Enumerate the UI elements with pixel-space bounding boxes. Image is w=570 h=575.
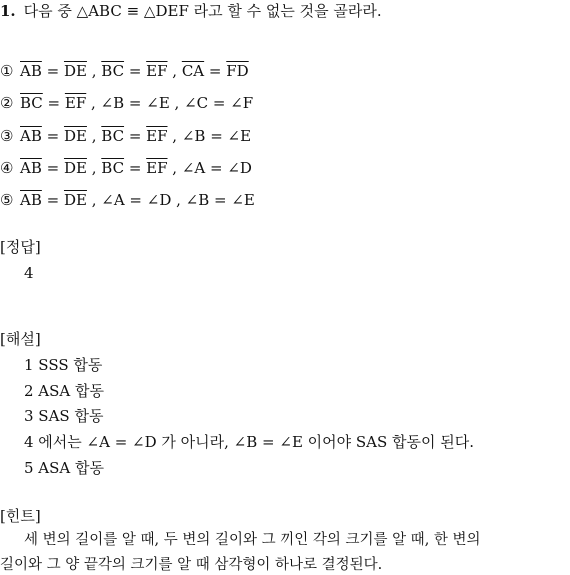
choice-item	[0, 93, 253, 113]
choice-text: =	[124, 159, 147, 177]
choice-text: ,	[167, 62, 182, 80]
hint-line-2: 길이와 그 양 끝각의 크기를 알 때 삼각형이 하나로 결정된다.	[0, 557, 383, 573]
segment-label: $\overline{DE}$	[63, 62, 87, 80]
segment-label: $\overline{DE}$	[63, 127, 87, 145]
choice-item	[0, 158, 252, 178]
choice-text: ,	[86, 127, 102, 145]
segment-label: $\overline{AB}$	[20, 127, 42, 145]
choice-text: =	[41, 159, 64, 177]
choice-text: =	[42, 94, 65, 112]
choice-text: =	[124, 62, 147, 80]
choice-text: ,	[86, 62, 102, 80]
choice-text: ∠B = ∠E , ∠C = ∠F	[100, 94, 254, 112]
choice-text: ∠A = ∠D	[181, 159, 252, 177]
choice-marker: ④	[0, 159, 14, 177]
choice-item	[0, 61, 249, 81]
segment-label: $\overline{BC}$	[101, 159, 125, 177]
choice-marker: ②	[0, 94, 14, 112]
segment-label: $\overline{EF}$	[146, 127, 168, 145]
explanation-line-5: 5 ASA 합동	[24, 459, 105, 477]
choice-text: =	[204, 62, 227, 80]
choice-text: =	[41, 127, 64, 145]
explanation-line-4: 4 에서는 ∠A = ∠D 가 아니라, ∠B = ∠E 이어야 SAS 합동이 된다.	[24, 433, 475, 451]
choice-text: ,	[86, 191, 102, 209]
choice-text: ∠B = ∠E	[181, 127, 252, 145]
answer-heading: [정답]	[0, 238, 41, 256]
explanation-line-3: 3 SAS 합동	[24, 407, 104, 425]
segment-label: $\overline{DE}$	[63, 159, 87, 177]
segment-label: $\overline{FD}$	[226, 62, 249, 80]
segment-label: $\overline{BC}$	[101, 62, 125, 80]
segment-label: $\overline{EF}$	[146, 159, 168, 177]
question-number: 1.	[0, 2, 16, 20]
segment-label: $\overline{AB}$	[20, 159, 42, 177]
question-text: 다음 중 △ABC ≡ △DEF 라고 할 수 없는 것을 골라라.	[23, 2, 382, 20]
choice-item	[0, 126, 251, 146]
choice-item	[0, 190, 255, 210]
segment-label: $\overline{EF}$	[64, 94, 87, 112]
choice-text: =	[124, 127, 147, 145]
choice-marker: ③	[0, 127, 14, 145]
segment-label: $\overline{AB}$	[20, 62, 42, 80]
segment-label: $\overline{AB}$	[20, 191, 42, 209]
explanation-line-2: 2 ASA 합동	[24, 382, 105, 400]
choice-text: =	[41, 62, 64, 80]
segment-label: $\overline{DE}$	[63, 191, 87, 209]
hint-heading: [힌트]	[0, 507, 41, 525]
explanation-line-1: 1 SSS 합동	[24, 356, 103, 374]
choice-marker: ⑤	[0, 191, 14, 209]
choice-text: =	[41, 191, 64, 209]
choice-text: ,	[86, 94, 101, 112]
choice-text: ,	[86, 159, 102, 177]
answer-value: 4	[24, 264, 34, 282]
explanation-heading: [해설]	[0, 330, 41, 348]
choice-text: ∠A = ∠D , ∠B = ∠E	[101, 191, 255, 209]
choice-text: ,	[167, 127, 182, 145]
choice-marker: ①	[0, 62, 14, 80]
question-line	[0, 1, 382, 21]
segment-label: $\overline{EF}$	[146, 62, 168, 80]
choice-text: ,	[167, 159, 182, 177]
segment-label: $\overline{CA}$	[181, 62, 205, 80]
segment-label: $\overline{BC}$	[101, 127, 125, 145]
hint-line-1: 세 변의 길이를 알 때, 두 변의 길이와 그 끼인 각의 크기를 알 때, 한 변의	[24, 532, 481, 548]
segment-label: $\overline{BC}$	[20, 94, 43, 112]
